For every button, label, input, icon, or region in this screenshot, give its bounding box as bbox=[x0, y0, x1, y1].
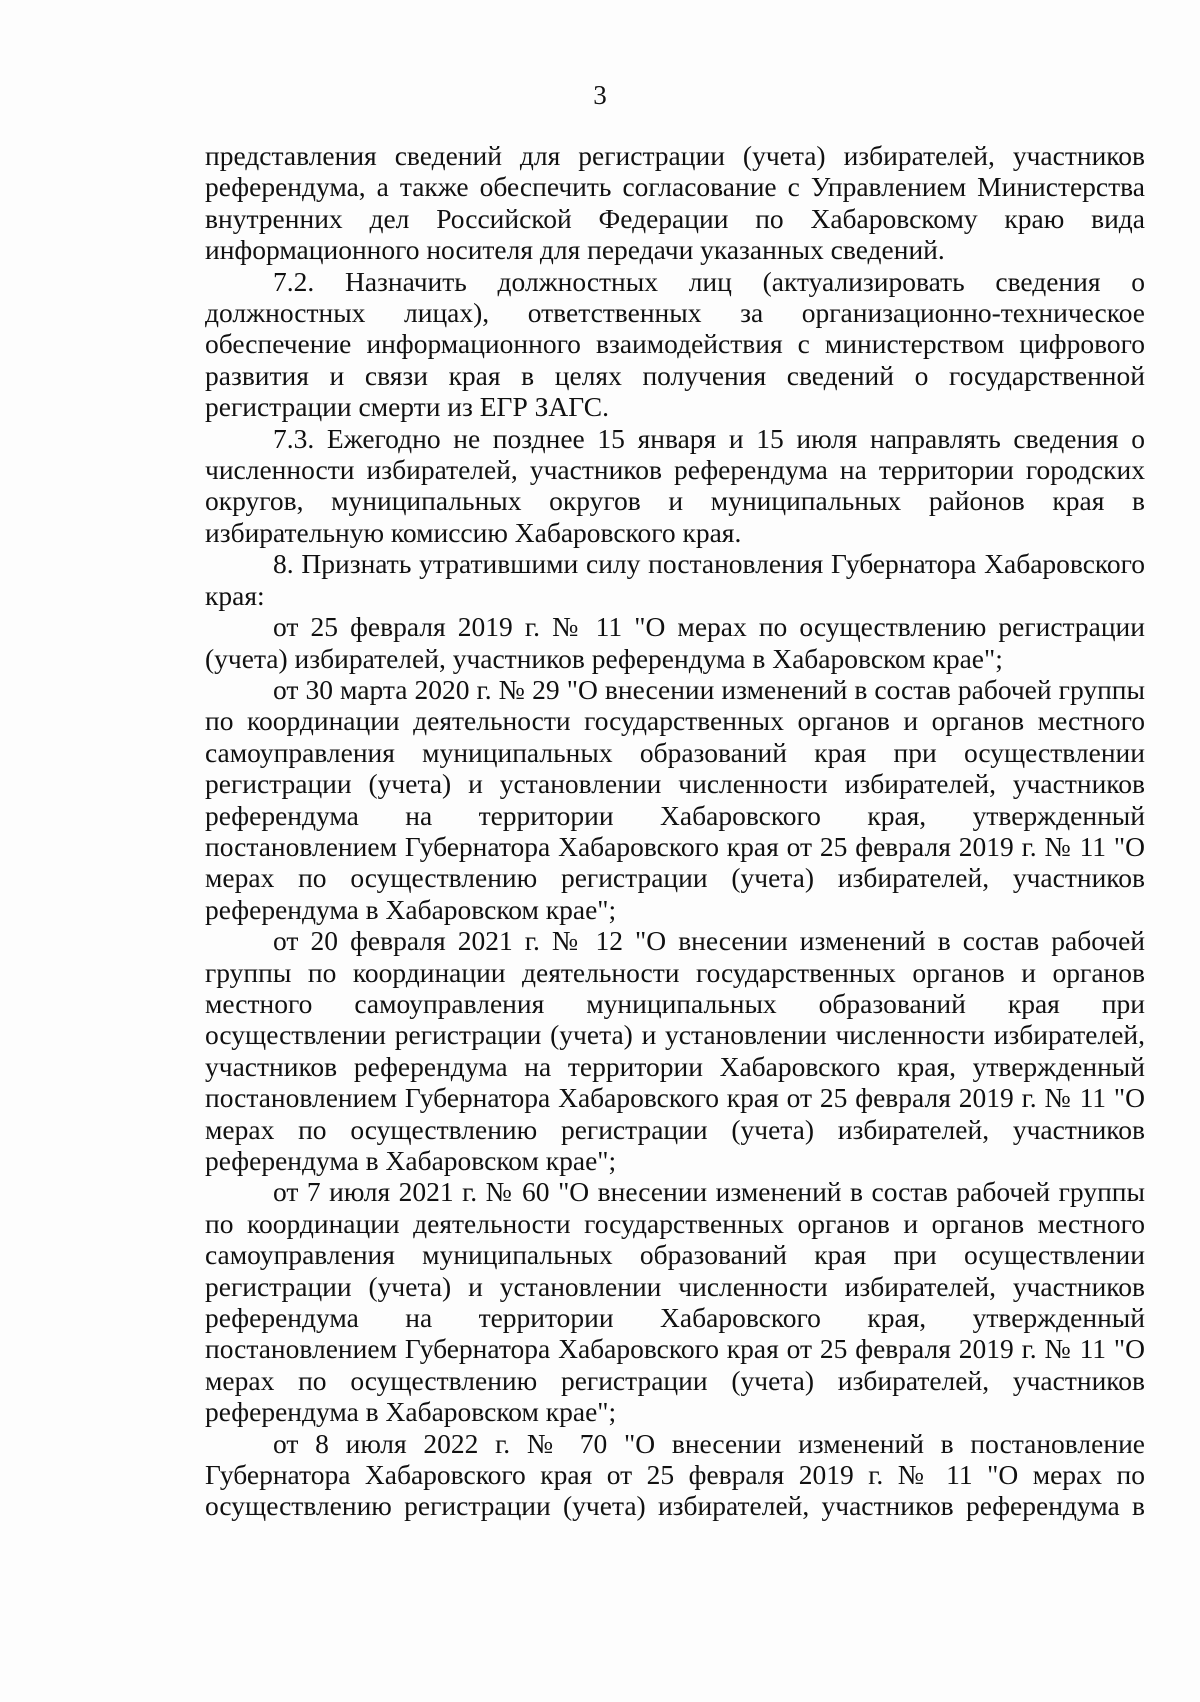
paragraph-7-3: 7.3. Ежегодно не позднее 15 января и 15 июля направлять сведения о численности избирателей, участников референдума на территории городских округов, муниципальных округов и муниципальных районов края в избирательную комиссию Хабаровского края. bbox=[205, 422, 1145, 548]
paragraph-decree-2019: от 25 февраля 2019 г. № 11 "О мерах по осуществлению регистрации (учета) избирателей, участников референдума в Хабаровском крае"; bbox=[205, 611, 1145, 674]
document-body bbox=[205, 140, 1145, 1522]
paragraph-8: 8. Признать утратившими силу постановления Губернатора Хабаровского края: bbox=[205, 548, 1145, 611]
paragraph-decree-2020: от 30 марта 2020 г. № 29 "О внесении изменений в состав рабочей группы по координации деятельности государственных органов и органов местного самоуправления муниципальных образований края при осуществлении регистрации (учета) и установлении численности избирателей, участников референдума на территории Хабаровского края, утвержденный постановлением Губернатора Хабаровского края от 25 февраля 2019 г. № 11 "О мерах по осуществлению регистрации (учета) избирателей, участников референдума в Хабаровском крае"; bbox=[205, 673, 1145, 925]
paragraph-7-2: 7.2. Назначить должностных лиц (актуализировать сведения о должностных лицах), ответственных за организационно-техническое обеспечение информационного взаимодействия с министерством цифрового развития и связи края в целях получения сведений о государственной регистрации смерти из ЕГР ЗАГС. bbox=[205, 265, 1145, 423]
paragraph-decree-2021-feb: от 20 февраля 2021 г. № 12 "О внесении изменений в состав рабочей группы по координации деятельности государственных органов и органов местного самоуправления муниципальных образований края при осуществлении регистрации (учета) и установлении численности избирателей, участников референдума на территории Хабаровского края, утвержденный постановлением Губернатора Хабаровского края от 25 февраля 2019 г. № 11 "О мерах по осуществлению регистрации (учета) избирателей, участников референдума в Хабаровском крае"; bbox=[205, 925, 1145, 1176]
paragraph-decree-2021-jul: от 7 июля 2021 г. № 60 "О внесении изменений в состав рабочей группы по координации деятельности государственных органов и органов местного самоуправления муниципальных образований края при осуществлении регистрации (учета) и установлении численности избирателей, участников референдума на территории Хабаровского края, утвержденный постановлением Губернатора Хабаровского края от 25 февраля 2019 г. № 11 "О мерах по осуществлению регистрации (учета) избирателей, участников референдума в Хабаровском крае"; bbox=[205, 1176, 1145, 1428]
page-number: 3 bbox=[593, 80, 607, 110]
paragraph-continuation: представления сведений для регистрации (учета) избирателей, участников референдума, а также обеспечить согласование с Управлением Министерства внутренних дел Российской Федерации по Хабаровскому краю вида информационного носителя для передачи указанных сведений. bbox=[205, 140, 1145, 266]
paragraph-decree-2022: от 8 июля 2022 г. № 70 "О внесении изменений в постановление Губернатора Хабаровского края от 25 февраля 2019 г. № 11 "О мерах по осуществлению регистрации (учета) избирателей, участников референдума в bbox=[205, 1427, 1145, 1522]
